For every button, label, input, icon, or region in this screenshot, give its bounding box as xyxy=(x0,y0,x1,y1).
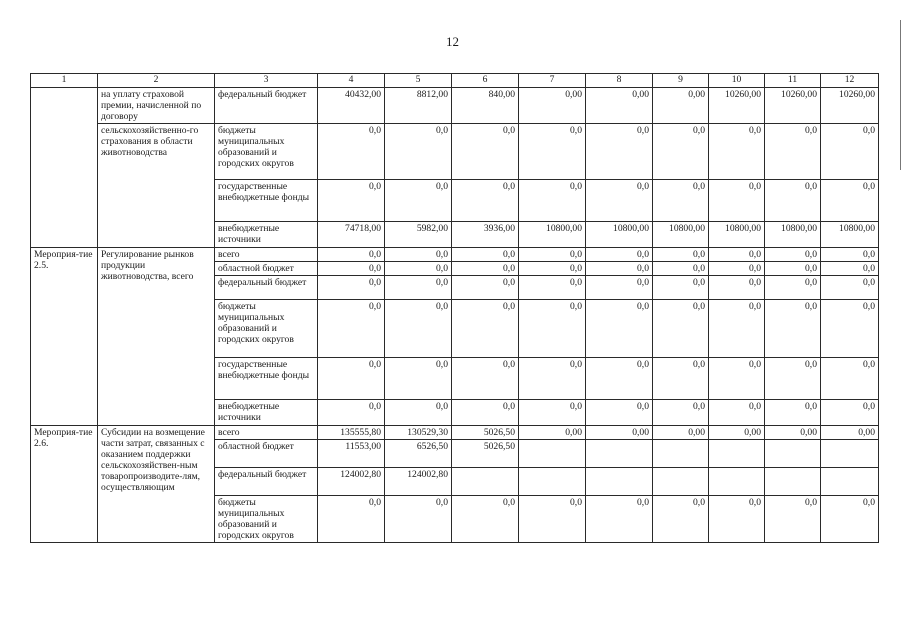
measure-code-cell: Мероприя-тие 2.5. xyxy=(31,248,98,426)
value-cell: 10800,00 xyxy=(821,222,879,248)
value-cell xyxy=(586,468,653,496)
value-cell: 0,0 xyxy=(452,248,519,262)
funding-source-cell: федеральный бюджет xyxy=(215,468,318,496)
measure-code-cell: Мероприя-тие 2.6. xyxy=(31,426,98,543)
column-header: 7 xyxy=(519,74,586,88)
value-cell: 0,0 xyxy=(318,248,385,262)
value-cell: 0,0 xyxy=(821,180,879,222)
value-cell: 10260,00 xyxy=(709,88,765,124)
value-cell: 5982,00 xyxy=(385,222,452,248)
value-cell: 0,0 xyxy=(709,300,765,358)
table-row xyxy=(31,124,879,180)
budget-table xyxy=(30,73,879,543)
funding-source-cell: внебюджетные источники xyxy=(215,222,318,248)
value-cell: 0,0 xyxy=(653,400,709,426)
value-cell: 0,0 xyxy=(385,124,452,180)
funding-source-cell: всего xyxy=(215,426,318,440)
table-row xyxy=(31,426,879,440)
value-cell: 10800,00 xyxy=(709,222,765,248)
value-cell: 0,0 xyxy=(452,300,519,358)
value-cell: 0,00 xyxy=(765,426,821,440)
value-cell: 0,00 xyxy=(653,426,709,440)
value-cell xyxy=(765,440,821,468)
value-cell: 0,00 xyxy=(519,426,586,440)
value-cell xyxy=(821,440,879,468)
value-cell: 0,0 xyxy=(653,262,709,276)
value-cell: 0,0 xyxy=(653,248,709,262)
value-cell: 0,0 xyxy=(385,496,452,543)
value-cell: 5026,50 xyxy=(452,440,519,468)
value-cell: 0,0 xyxy=(519,262,586,276)
column-header: 3 xyxy=(215,74,318,88)
value-cell xyxy=(519,468,586,496)
value-cell: 124002,80 xyxy=(318,468,385,496)
value-cell: 840,00 xyxy=(452,88,519,124)
value-cell: 11553,00 xyxy=(318,440,385,468)
value-cell: 0,0 xyxy=(318,400,385,426)
value-cell: 0,0 xyxy=(586,496,653,543)
value-cell: 0,0 xyxy=(709,358,765,400)
value-cell: 0,0 xyxy=(821,276,879,300)
value-cell: 40432,00 xyxy=(318,88,385,124)
value-cell: 3936,00 xyxy=(452,222,519,248)
value-cell: 0,0 xyxy=(452,400,519,426)
value-cell: 0,0 xyxy=(385,276,452,300)
value-cell xyxy=(653,468,709,496)
value-cell: 0,0 xyxy=(452,276,519,300)
value-cell xyxy=(765,468,821,496)
value-cell: 0,0 xyxy=(821,248,879,262)
funding-source-cell: всего xyxy=(215,248,318,262)
value-cell xyxy=(586,440,653,468)
column-header: 11 xyxy=(765,74,821,88)
value-cell: 0,0 xyxy=(318,496,385,543)
value-cell: 0,0 xyxy=(709,496,765,543)
funding-source-cell: бюджеты муниципальных образований и городских округов xyxy=(215,300,318,358)
value-cell: 0,0 xyxy=(385,358,452,400)
value-cell xyxy=(709,468,765,496)
value-cell: 0,0 xyxy=(765,124,821,180)
value-cell: 0,00 xyxy=(653,88,709,124)
value-cell: 0,0 xyxy=(765,400,821,426)
value-cell: 0,0 xyxy=(318,358,385,400)
value-cell: 10800,00 xyxy=(586,222,653,248)
value-cell: 0,0 xyxy=(586,262,653,276)
funding-source-cell: федеральный бюджет xyxy=(215,88,318,124)
funding-source-cell: областной бюджет xyxy=(215,262,318,276)
value-cell: 0,0 xyxy=(765,262,821,276)
column-header: 5 xyxy=(385,74,452,88)
value-cell: 0,0 xyxy=(586,248,653,262)
value-cell: 130529,30 xyxy=(385,426,452,440)
value-cell: 0,0 xyxy=(586,358,653,400)
value-cell: 0,0 xyxy=(519,496,586,543)
value-cell: 0,0 xyxy=(709,262,765,276)
value-cell: 0,0 xyxy=(709,248,765,262)
value-cell: 0,0 xyxy=(519,400,586,426)
funding-source-cell: внебюджетные источники xyxy=(215,400,318,426)
column-header: 10 xyxy=(709,74,765,88)
value-cell: 0,0 xyxy=(519,248,586,262)
column-header: 12 xyxy=(821,74,879,88)
measure-code-cell xyxy=(31,88,98,248)
value-cell: 0,0 xyxy=(519,358,586,400)
value-cell: 0,0 xyxy=(452,124,519,180)
column-header: 8 xyxy=(586,74,653,88)
value-cell: 0,0 xyxy=(709,180,765,222)
value-cell xyxy=(821,468,879,496)
value-cell: 0,00 xyxy=(519,88,586,124)
column-header: 9 xyxy=(653,74,709,88)
value-cell: 0,0 xyxy=(586,276,653,300)
value-cell: 10800,00 xyxy=(519,222,586,248)
value-cell: 124002,80 xyxy=(385,468,452,496)
funding-source-cell: бюджеты муниципальных образований и городских округов xyxy=(215,124,318,180)
funding-source-cell: областной бюджет xyxy=(215,440,318,468)
value-cell: 0,0 xyxy=(318,180,385,222)
header-row xyxy=(31,74,879,88)
value-cell: 0,0 xyxy=(452,180,519,222)
value-cell: 0,0 xyxy=(821,124,879,180)
funding-source-cell: федеральный бюджет xyxy=(215,276,318,300)
description-cell: на уплату страховой премии, начисленной по договору xyxy=(98,88,215,124)
value-cell: 0,0 xyxy=(385,300,452,358)
value-cell: 0,0 xyxy=(318,276,385,300)
value-cell xyxy=(709,440,765,468)
value-cell: 0,0 xyxy=(765,180,821,222)
value-cell: 0,0 xyxy=(821,358,879,400)
value-cell: 0,0 xyxy=(385,248,452,262)
value-cell: 0,0 xyxy=(765,248,821,262)
value-cell: 0,0 xyxy=(452,262,519,276)
funding-source-cell: государственные внебюджетные фонды xyxy=(215,180,318,222)
value-cell: 0,0 xyxy=(765,300,821,358)
value-cell: 10800,00 xyxy=(765,222,821,248)
value-cell: 0,0 xyxy=(653,276,709,300)
value-cell: 0,0 xyxy=(821,262,879,276)
value-cell: 0,0 xyxy=(709,276,765,300)
value-cell: 0,0 xyxy=(821,400,879,426)
value-cell: 0,0 xyxy=(765,358,821,400)
value-cell: 0,0 xyxy=(765,496,821,543)
description-cell: сельскохозяйственно-го страхования в области животноводства xyxy=(98,124,215,248)
value-cell: 0,0 xyxy=(653,358,709,400)
column-header: 2 xyxy=(98,74,215,88)
value-cell: 0,0 xyxy=(653,180,709,222)
description-cell: Субсидии на возмещение части затрат, связанных с оказанием поддержки сельскохозяйствен-ным товаропроизводите-лям, осуществляющим xyxy=(98,426,215,543)
value-cell: 0,0 xyxy=(519,276,586,300)
value-cell: 0,0 xyxy=(519,124,586,180)
value-cell: 0,0 xyxy=(385,262,452,276)
value-cell: 0,00 xyxy=(821,426,879,440)
funding-source-cell: государственные внебюджетные фонды xyxy=(215,358,318,400)
value-cell: 0,0 xyxy=(385,400,452,426)
value-cell: 0,0 xyxy=(586,300,653,358)
value-cell: 0,0 xyxy=(653,300,709,358)
value-cell: 0,0 xyxy=(452,496,519,543)
value-cell xyxy=(519,440,586,468)
value-cell: 0,00 xyxy=(586,88,653,124)
value-cell: 0,0 xyxy=(385,180,452,222)
value-cell: 0,00 xyxy=(586,426,653,440)
value-cell: 0,0 xyxy=(519,300,586,358)
value-cell: 0,0 xyxy=(765,276,821,300)
value-cell: 135555,80 xyxy=(318,426,385,440)
value-cell: 0,0 xyxy=(452,358,519,400)
description-cell: Регулирование рынков продукции животноводства, всего xyxy=(98,248,215,426)
value-cell: 0,0 xyxy=(586,400,653,426)
value-cell: 10260,00 xyxy=(765,88,821,124)
value-cell xyxy=(653,440,709,468)
value-cell: 0,0 xyxy=(318,300,385,358)
value-cell: 0,00 xyxy=(709,426,765,440)
value-cell: 6526,50 xyxy=(385,440,452,468)
value-cell: 0,0 xyxy=(821,300,879,358)
table-row xyxy=(31,88,879,124)
value-cell: 0,0 xyxy=(318,262,385,276)
value-cell: 74718,00 xyxy=(318,222,385,248)
value-cell: 0,0 xyxy=(519,180,586,222)
value-cell: 0,0 xyxy=(653,124,709,180)
column-header: 6 xyxy=(452,74,519,88)
value-cell xyxy=(452,468,519,496)
value-cell: 10800,00 xyxy=(653,222,709,248)
page-edge-mark xyxy=(900,20,901,170)
value-cell: 0,0 xyxy=(709,400,765,426)
funding-source-cell: бюджеты муниципальных образований и городских округов xyxy=(215,496,318,543)
value-cell: 8812,00 xyxy=(385,88,452,124)
value-cell: 0,0 xyxy=(653,496,709,543)
value-cell: 0,0 xyxy=(586,180,653,222)
value-cell: 0,0 xyxy=(586,124,653,180)
value-cell: 0,0 xyxy=(709,124,765,180)
table-row xyxy=(31,248,879,262)
value-cell: 0,0 xyxy=(318,124,385,180)
value-cell: 10260,00 xyxy=(821,88,879,124)
column-header: 1 xyxy=(31,74,98,88)
column-header: 4 xyxy=(318,74,385,88)
value-cell: 0,0 xyxy=(821,496,879,543)
value-cell: 5026,50 xyxy=(452,426,519,440)
page-number: 12 xyxy=(446,34,459,49)
